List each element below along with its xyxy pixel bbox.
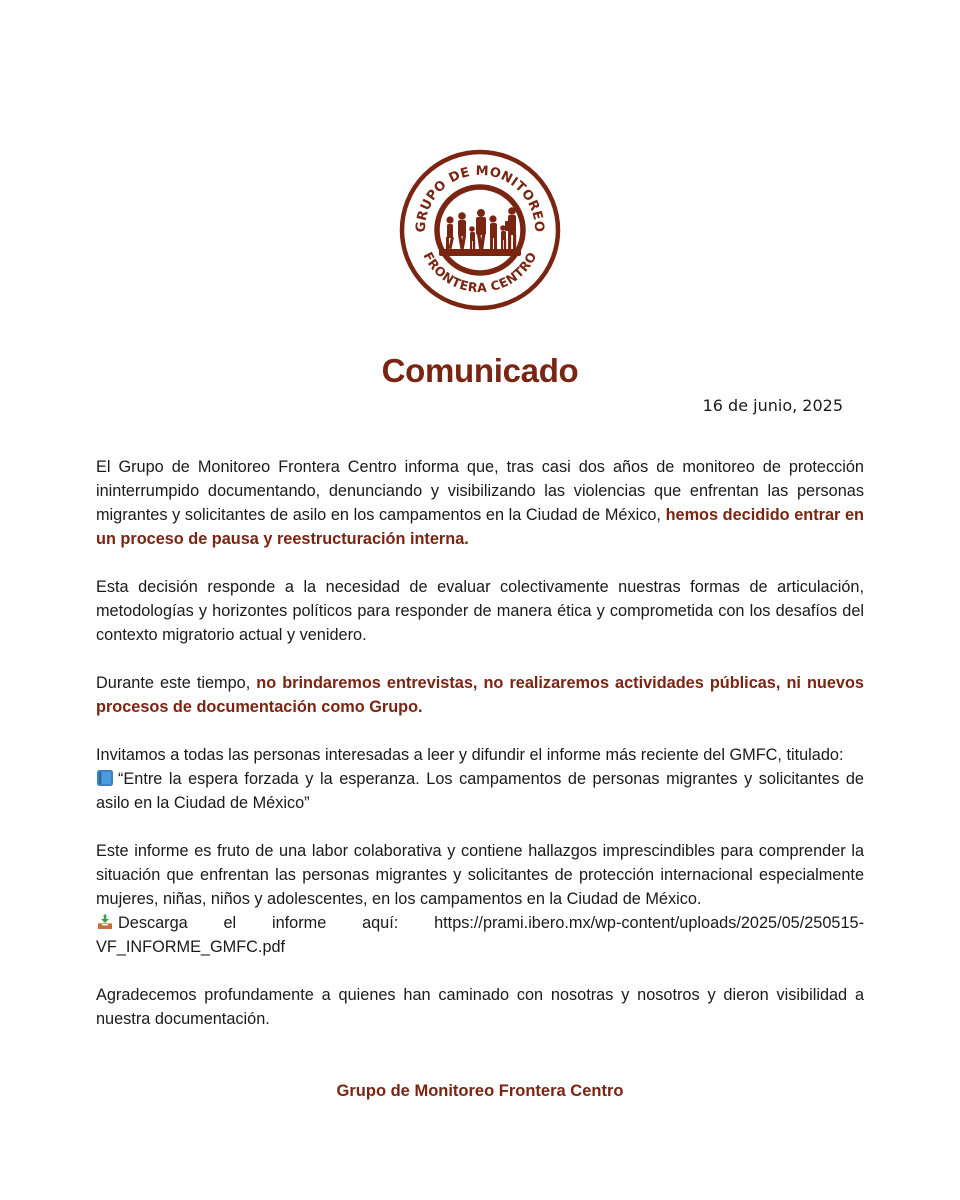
- paragraph-reason: Esta decisión responde a la necesidad de evaluar colectivamente nuestras formas de articulación, metodologías y horizontes políticos para responder de manera ética y comprometida con los desafíos del contexto migratorio actual y venidero.: [96, 578, 864, 644]
- logo-bottom-text: FRONTERA CENTRO: [420, 249, 540, 296]
- download-link-text[interactable]: Descarga el informe aquí: https://prami.ibero.mx/wp-content/uploads/2025/05/250515-VF_INFORME_GMFC.pdf: [96, 914, 864, 956]
- signature: Grupo de Monitoreo Frontera Centro: [336, 1082, 624, 1100]
- paragraph-invitation: Invitamos a todas las personas interesadas a leer y difundir el informe más reciente del GMFC, titulado:: [96, 746, 844, 764]
- paragraph-thanks: Agradecemos profundamente a quienes han caminado con nosotras y nosotros y dieron visibilidad a nuestra documentación.: [96, 986, 864, 1028]
- paragraph-announcement: [96, 455, 864, 551]
- report-title-text: “Entre la espera forzada y la esperanza. Los campamentos de personas migrantes y solicitantes de asilo en la Ciudad de México”: [96, 770, 864, 812]
- paragraph-report-title: [96, 767, 864, 815]
- gmfc-logo: [399, 149, 561, 311]
- announcement-highlight: hemos decidido entrar en un proceso de pausa y reestructuración interna.: [96, 506, 864, 548]
- announcement-text: El Grupo de Monitoreo Frontera Centro informa que, tras casi dos años de monitoreo de protección ininterrumpido documentando, denunciando y visibilizando las violencias que enfrentan las personas migrantes y solicitantes de asilo en los campamentos en la Ciudad de México,: [96, 458, 864, 524]
- inbox-tray-icon: [96, 913, 114, 931]
- blue-book-icon: [96, 769, 114, 787]
- pause-intro-text: Durante este tiempo,: [96, 674, 257, 692]
- document-body: [96, 455, 864, 1055]
- paragraph-report-description: Este informe es fruto de una labor colaborativa y contiene hallazgos imprescindibles para comprender la situación que enfrentan las personas migrantes y solicitantes de protección internacional especialmente mujeres, niñas, niños y adolescentes, en los campamentos en la Ciudad de México.: [96, 842, 864, 908]
- walking-people-icon: [439, 207, 521, 256]
- pause-highlight: no brindaremos entrevistas, no realizaremos actividades públicas, ni nuevos procesos de documentación como Grupo.: [96, 674, 864, 716]
- page-title: Comunicado: [381, 352, 579, 389]
- paragraph-download: [96, 911, 864, 959]
- document-date: 16 de junio, 2025: [702, 396, 843, 415]
- paragraph-pause-details: [96, 671, 864, 719]
- logo-top-text: GRUPO DE MONITOREO: [413, 163, 547, 233]
